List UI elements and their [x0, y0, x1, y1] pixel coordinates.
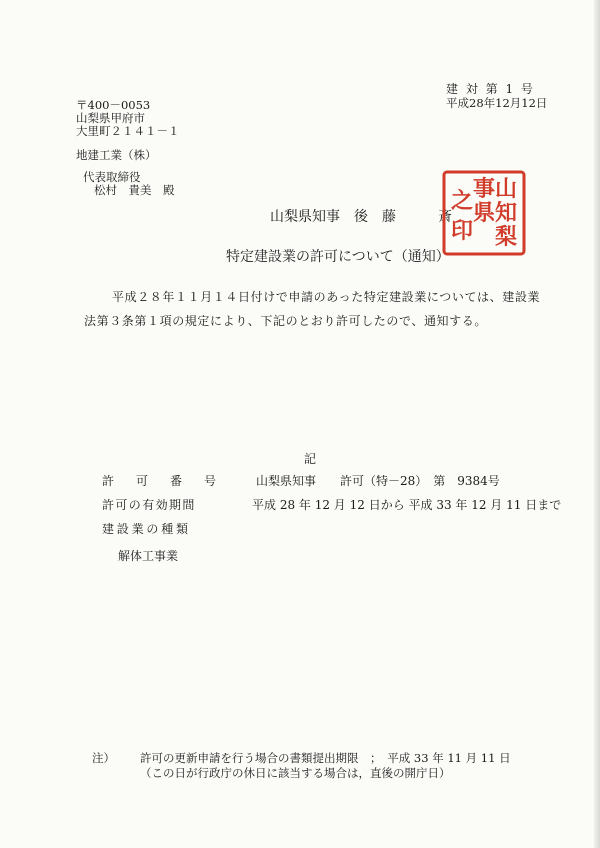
company-name: 地建工業（株）: [76, 148, 157, 162]
validity-period-label: 許可の有効期間: [102, 498, 196, 512]
governor-seal: [440, 168, 528, 258]
permit-number-label: 許 可 番 号: [102, 474, 222, 488]
permit-number-value: 山梨県知事 許可（特－28） 第 9384号: [256, 474, 500, 488]
seal-char: 印: [450, 218, 474, 244]
subject-title: 特定建設業の許可について（通知）: [226, 249, 450, 265]
seal-char: 梨: [494, 224, 518, 250]
address-line-2: 大里町２１４１－１: [76, 124, 180, 138]
postal-code: 〒400－0053: [76, 98, 151, 112]
seal-char: 知: [494, 200, 518, 226]
recipient-name: 松村 貴美 殿: [94, 183, 175, 197]
seal-char: 事: [472, 176, 496, 202]
business-type-label: 建設業の種類: [102, 522, 191, 536]
sender-governor: 山梨県知事 後 藤 斎: [270, 209, 452, 225]
seal-char: 山: [494, 176, 518, 202]
document-number: 建 対 第 1 号: [446, 82, 535, 96]
seal-char: 之: [450, 188, 474, 214]
seal-char: 県: [472, 200, 496, 226]
address-line-1: 山梨県甲府市: [76, 111, 145, 125]
page-edge-shadow: [594, 0, 600, 848]
note-line-1: 許可の更新申請を行う場合の書類提出期限 ； 平成 33 年 11 月 11 日: [140, 751, 511, 765]
document-date: 平成28年12月12日: [446, 96, 548, 110]
body-paragraph: 平成２８年１１月１４日付けで申請のあった特定建設業については、建設業法第３条第１項の規定により、下記のとおり許可したので、通知する。: [84, 290, 541, 328]
validity-period-value: 平成 28 年 12 月 12 日から 平成 33 年 12 月 11 日まで: [252, 498, 562, 512]
note-prefix: 注）: [92, 751, 115, 765]
ki-heading: 記: [304, 452, 317, 466]
business-type-value: 解体工事業: [118, 549, 179, 563]
note-line-2: （この日が行政庁の休日に該当する場合は，直後の開庁日）: [140, 766, 451, 780]
recipient-title: 代表取締役: [83, 170, 141, 184]
